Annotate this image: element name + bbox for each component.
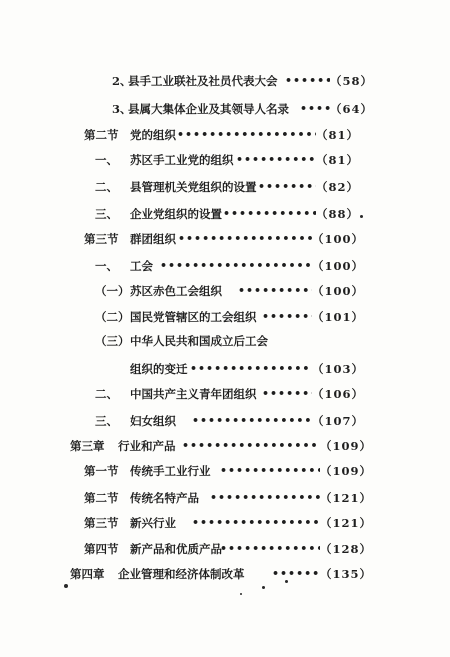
scan-speck	[262, 586, 265, 589]
toc-entry-page-number: （109）	[320, 464, 373, 478]
dot-leader	[285, 72, 330, 90]
toc-entry-title: 行业和产品	[118, 439, 176, 453]
toc-entry-label: 第二节	[84, 491, 119, 505]
toc-entry-label: （一）	[95, 284, 130, 298]
toc-entry-page-number: （58）	[330, 74, 374, 88]
toc-entry-label: 第三节	[84, 516, 119, 530]
dot-leader	[262, 308, 312, 326]
dot-leader	[220, 462, 320, 480]
toc-entry-label: 第三章	[70, 439, 105, 453]
toc-entry-label: 第二节	[84, 128, 119, 142]
toc-entry-page-number: （121）	[320, 491, 373, 505]
toc-entry-page-number: （128）	[320, 542, 373, 556]
toc-entry-page-number: （64）	[330, 102, 374, 116]
toc-entry-label: 第四章	[70, 567, 105, 581]
toc-entry-title: 苏区手工业党的组织	[130, 153, 234, 167]
toc-entry-page-number: （121）	[320, 516, 373, 530]
toc-entry-title: 组织的变迁	[130, 362, 188, 376]
toc-entry-page-number: （82）	[316, 180, 360, 194]
dot-leader	[210, 489, 320, 507]
toc-entry-title: 县管理机关党组织的设置	[130, 180, 257, 194]
toc-entry-page-number: （135）	[320, 567, 373, 581]
scan-speck	[240, 593, 242, 595]
scan-speck	[285, 580, 288, 583]
dot-leader	[272, 565, 320, 583]
toc-entry-label: （二）	[95, 310, 130, 324]
toc-entry-page-number: （103）	[312, 362, 365, 376]
dot-leader	[220, 540, 320, 558]
toc-entry	[0, 151, 450, 169]
toc-entry-label: 二、	[95, 180, 118, 194]
toc-entry-page-number: （88）	[316, 207, 360, 221]
toc-entry	[0, 565, 450, 583]
toc-entry	[0, 540, 450, 558]
toc-entry-page-number: （101）	[312, 310, 365, 324]
toc-entry-title: 县属大集体企业及其领导人名录	[128, 102, 289, 116]
toc-entry-title: 新产品和优质产品	[130, 542, 222, 556]
dot-leader	[192, 412, 312, 430]
toc-entry-label: 二、	[95, 387, 118, 401]
toc-entry-title: 县手工业联社及社员代表大会	[128, 74, 278, 88]
toc-entry-title: 妇女组织	[130, 414, 176, 428]
toc-entry-title: 党的组织	[130, 128, 176, 142]
scan-speck	[360, 215, 363, 218]
toc-entry-label: 第一节	[84, 464, 119, 478]
toc-entry	[0, 72, 450, 90]
toc-entry	[0, 230, 450, 248]
toc-entry-title: 传统名特产品	[130, 491, 199, 505]
toc-entry-title: 工会	[130, 259, 153, 273]
toc-entry-page-number: （106）	[312, 387, 365, 401]
dot-leader	[182, 437, 320, 455]
toc-entry-title: 企业管理和经济体制改革	[118, 567, 245, 581]
toc-entry-page-number: （107）	[312, 414, 365, 428]
toc-entry	[0, 514, 450, 532]
toc-entry-title: 国民党管辖区的工会组织	[130, 310, 257, 324]
toc-entry-label: 一、	[95, 259, 118, 273]
toc-entry-page-number: （100）	[312, 259, 365, 273]
toc-entry	[0, 385, 450, 403]
toc-entry-label: 三、	[95, 414, 118, 428]
toc-entry-label: 第三节	[84, 232, 119, 246]
toc-entry	[0, 412, 450, 430]
dot-leader	[236, 151, 316, 169]
dot-leader	[190, 360, 312, 378]
dot-leader	[178, 230, 312, 248]
toc-entry-page-number: （100）	[312, 284, 365, 298]
toc-entry-label: 3、	[112, 102, 132, 116]
toc-entry	[0, 360, 450, 378]
toc-entry-title: 中华人民共和国成立后工会	[130, 334, 268, 348]
toc-entry-page-number: （109）	[320, 439, 373, 453]
toc-entry	[0, 126, 450, 144]
toc-entry	[0, 437, 450, 455]
dot-leader	[258, 178, 316, 196]
toc-entry-title: 传统手工业行业	[130, 464, 211, 478]
toc-entry-label: 第四节	[84, 542, 119, 556]
dot-leader	[192, 514, 320, 532]
toc-entry-page-number: （81）	[316, 153, 360, 167]
dot-leader	[160, 257, 312, 275]
toc-entry-title: 新兴行业	[130, 516, 176, 530]
toc-entry-label: 一、	[95, 153, 118, 167]
toc-entry-title: 群团组织	[130, 232, 176, 246]
dot-leader	[300, 100, 330, 118]
toc-entry	[0, 308, 450, 326]
toc-entry	[0, 462, 450, 480]
toc-entry-page-number: （100）	[312, 232, 365, 246]
toc-entry-label: 2、	[112, 74, 132, 88]
toc-entry	[0, 282, 450, 300]
toc-entry	[0, 489, 450, 507]
dot-leader	[223, 205, 316, 223]
dot-leader	[238, 282, 312, 300]
toc-entry-label: （三）	[95, 334, 130, 348]
toc-entry	[0, 100, 450, 118]
scan-speck	[64, 584, 68, 588]
toc-entry	[0, 178, 450, 196]
toc-entry	[0, 332, 450, 350]
dot-leader	[262, 385, 312, 403]
toc-entry-title: 苏区赤色工会组织	[130, 284, 222, 298]
toc-entry	[0, 205, 450, 223]
toc-entry-page-number: （81）	[316, 128, 360, 142]
dot-leader	[177, 126, 316, 144]
toc-entry-title: 中国共产主义青年团组织	[130, 387, 257, 401]
toc-entry-label: 三、	[95, 207, 118, 221]
toc-entry	[0, 257, 450, 275]
toc-entry-title: 企业党组织的设置	[130, 207, 222, 221]
